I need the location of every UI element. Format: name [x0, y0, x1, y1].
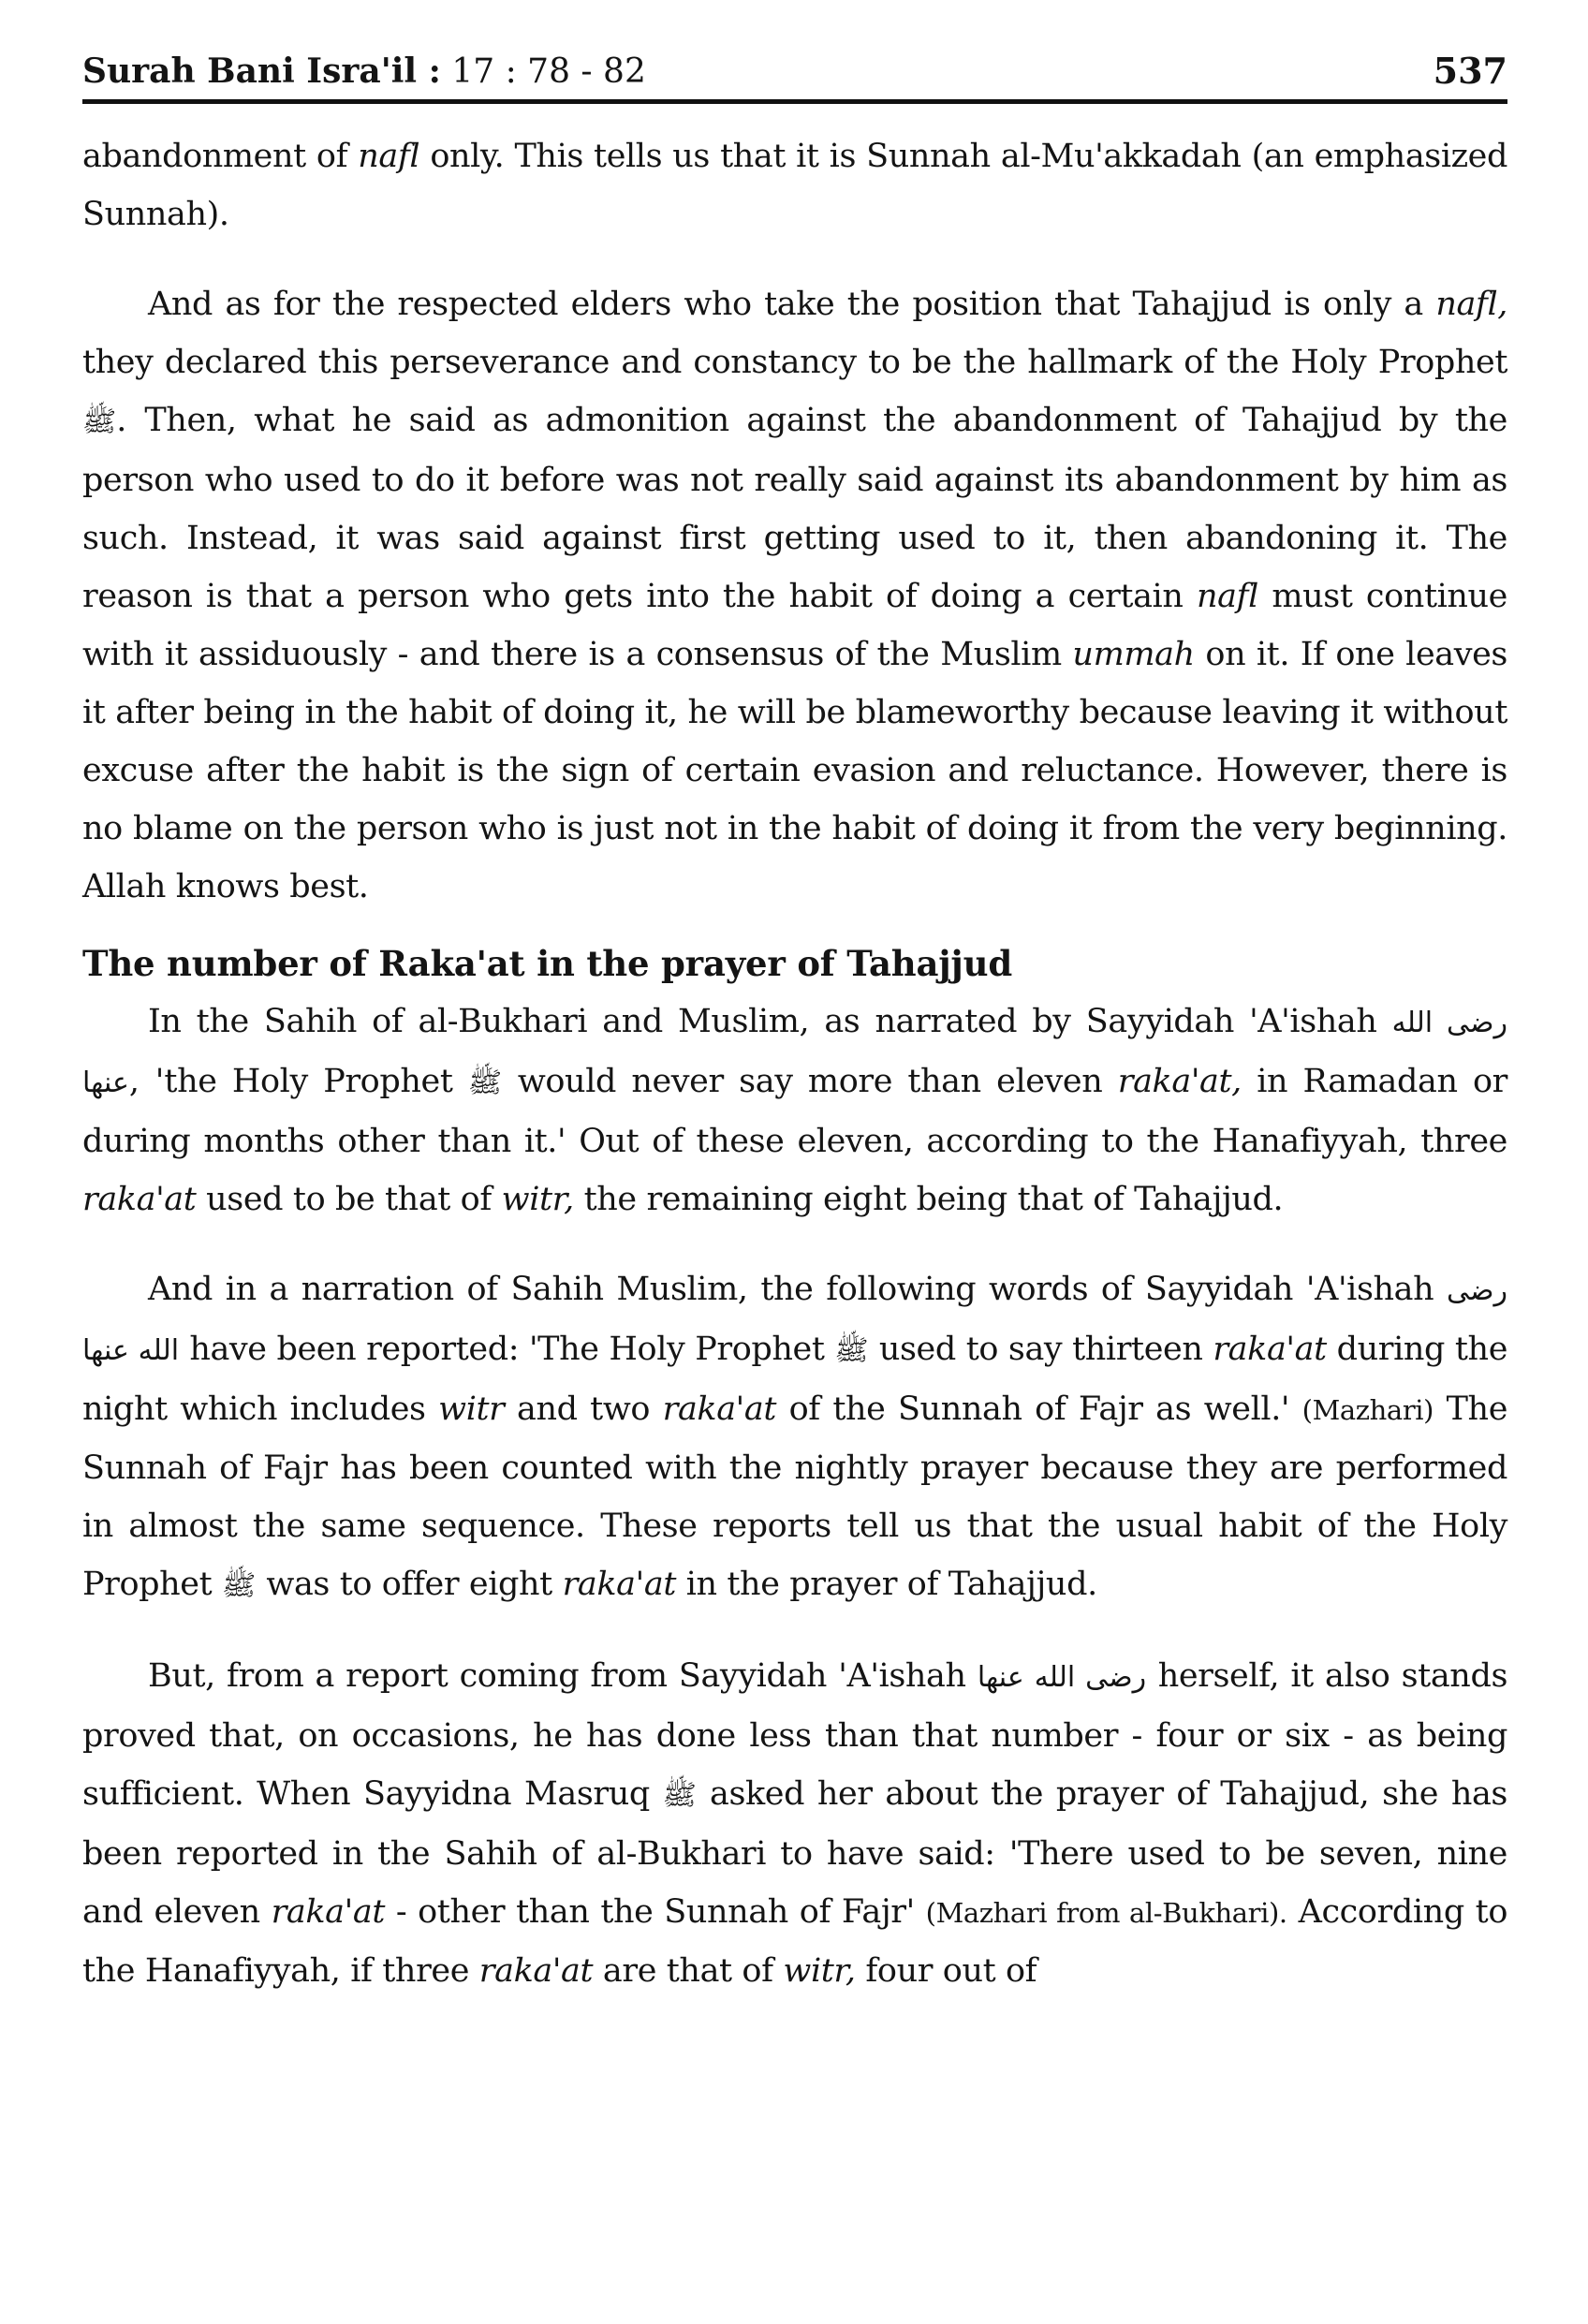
verse-range: 17 : 78 - 82 — [451, 52, 646, 91]
page-body — [82, 127, 1507, 2000]
paragraph-1: abandonment of nafl only. This tells us that it is Sunnah al-Mu'akkadah (an emphasized Sunnah). — [82, 138, 1507, 233]
honorific-pbuh-glyph: ﷺ — [222, 1569, 257, 1602]
honorific-pbuh-glyph: ﷺ — [467, 1066, 503, 1099]
honorific-ra-m-glyph: ﷺ — [662, 1779, 697, 1812]
paragraph-2: And as for the respected elders who take the position that Tahajjud is only a nafl, they declared this perseverance and constancy to be the hallmark of the Holy Prophet ﷺ. Then, what he said as admonition against the abandonment of Tahajjud by the person who used to do it before was not really said against its abandonment by him as such. Instead, it was said against first getting used to it, then abandoning it. The reason is that a person who gets into the habit of doing a certain nafl must continue with it assiduously - and there is a consensus of the Muslim ummah on it. If one leaves it after being in the habit of doing it, he will be blameworthy because leaving it without excuse after the habit is the sign of certain evasion and reluctance. However, there is no blame on the person who is just not in the habit of doing it from the very beginning. Allah knows best. — [82, 286, 1507, 905]
honorific-pbuh-glyph: ﷺ — [82, 405, 117, 438]
source-reference: (Mazhari) — [1301, 1394, 1434, 1426]
source-reference: (Mazhari from al-Bukhari). — [925, 1897, 1287, 1929]
paragraph-3: In the Sahih of al-Bukhari and Muslim, as narrated by Sayyidah 'A'ishah رضى الله عنها, 'the Holy Prophet ﷺ would never say more than eleven raka'at, in Ramadan or during months other than it.' Out of these eleven, according to the Hanafiyyah, three raka'at used to be that of witr, the remaining eight being that of Tahajjud. — [82, 1003, 1508, 1218]
page-number: 537 — [1433, 50, 1507, 92]
paragraph-4: And in a narration of Sahih Muslim, the following words of Sayyidah 'A'ishah رضى الله عنها have been reported: 'The Holy Prophet ﷺ used to say thirteen raka'at during the night which includes witr and two raka'at of the Sunnah of Fajr as well.' (Mazhari) The Sunnah of Fajr has been counted with the nightly prayer because they are performed in almost the same sequence. These reports tell us that the usual habit of the Holy Prophet ﷺ was to offer eight raka'at in the prayer of Tahajjud. — [82, 1271, 1508, 1603]
running-title — [82, 43, 646, 100]
running-header — [82, 43, 1507, 104]
honorific-ra-glyph: رضى الله عنها — [977, 1661, 1147, 1694]
surah-name: Surah Bani Isra'il : — [82, 51, 441, 91]
honorific-ra-glyph: رضى الله عنها — [82, 1007, 1508, 1099]
paragraph-5: But, from a report coming from Sayyidah 'A'ishah رضى الله عنها herself, it also stands proved that, on occasions, he has done less than that number - four or six - as being sufficient. When Sayyidna Masruq ﷺ asked her about the prayer of Tahajjud, she has been reported in the Sahih of al-Bukhari to have said: 'There used to be seven, nine and eleven raka'at - other than the Sunnah of Fajr' (Mazhari from al-Bukhari). According to the Hanafiyyah, if three raka'at are that of witr, four out of — [82, 1657, 1508, 1990]
section-heading: The number of Raka'at in the prayer of Tahajjud — [82, 943, 1012, 984]
honorific-pbuh-glyph: ﷺ — [834, 1334, 869, 1367]
honorific-ra-glyph: رضى الله عنها — [82, 1274, 1507, 1367]
